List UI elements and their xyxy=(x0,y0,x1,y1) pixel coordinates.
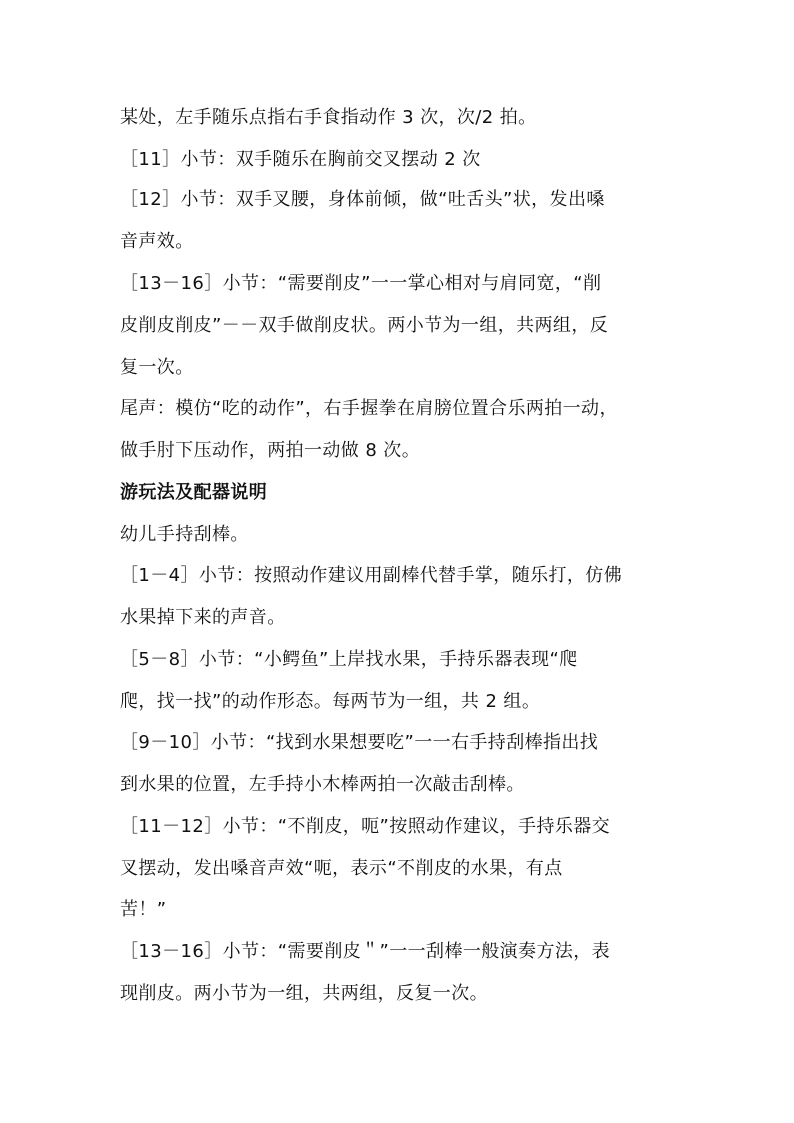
section-heading: 游玩法及配器说明 xyxy=(120,482,268,503)
text-line: ［1－4］小节：按照动作建议用副棒代替手掌，随乐打，仿佛 xyxy=(120,565,623,586)
text-line: ［5－8］小节：“小鳄鱼”上岸找水果，手持乐器表现“爬 xyxy=(120,649,578,670)
text-line: 叉摆动，发出嗓音声效“呃，表示“不削皮的水果，有点 xyxy=(120,858,563,879)
text-line: 某处，左手随乐点指右手食指动作 3 次，次/2 拍。 xyxy=(120,107,537,128)
text-line: 幼儿手持刮棒。 xyxy=(120,524,249,545)
text-line: 尾声：模仿“吃的动作”，右手握拳在肩膀位置合乐两拍一动， xyxy=(120,398,618,419)
text-line: 复一次。 xyxy=(120,357,194,378)
text-line: ［9－10］小节：“找到水果想要吃”一一右手持刮棒指出找 xyxy=(120,732,599,753)
text-line: 水果掉下来的声音。 xyxy=(120,607,286,628)
text-line: ［13－16］小节：“需要削皮”一一掌心相对与肩同宽，“削 xyxy=(120,273,602,294)
text-line: 苦！” xyxy=(120,899,167,920)
text-line: 皮削皮削皮”－－双手做削皮状。两小节为一组，共两组，反 xyxy=(120,315,609,336)
text-line: 做手肘下压动作，两拍一动做 8 次。 xyxy=(120,440,421,461)
text-line: ［11－12］小节：“不削皮，呃”按照动作建议，手持乐器交 xyxy=(120,816,611,837)
text-line: ［11］小节：双手随乐在胸前交叉摆动 2 次 xyxy=(120,149,481,170)
text-line: ［13－16］小节：“需要削皮＂”一一刮棒一般演奏方法，表 xyxy=(120,941,611,962)
text-line: 音声效。 xyxy=(120,231,194,252)
text-line: 爬，找一找”的动作形态。每两节为一组，共 2 组。 xyxy=(120,691,541,712)
text-line: 到水果的位置，左手持小木棒两拍一次敲击刮棒。 xyxy=(120,774,525,795)
text-line: ［12］小节：双手叉腰，身体前倾，做“吐舌头”状，发出嗓 xyxy=(120,189,605,210)
text-line: 现削皮。两小节为一组，共两组，反复一次。 xyxy=(120,983,488,1004)
